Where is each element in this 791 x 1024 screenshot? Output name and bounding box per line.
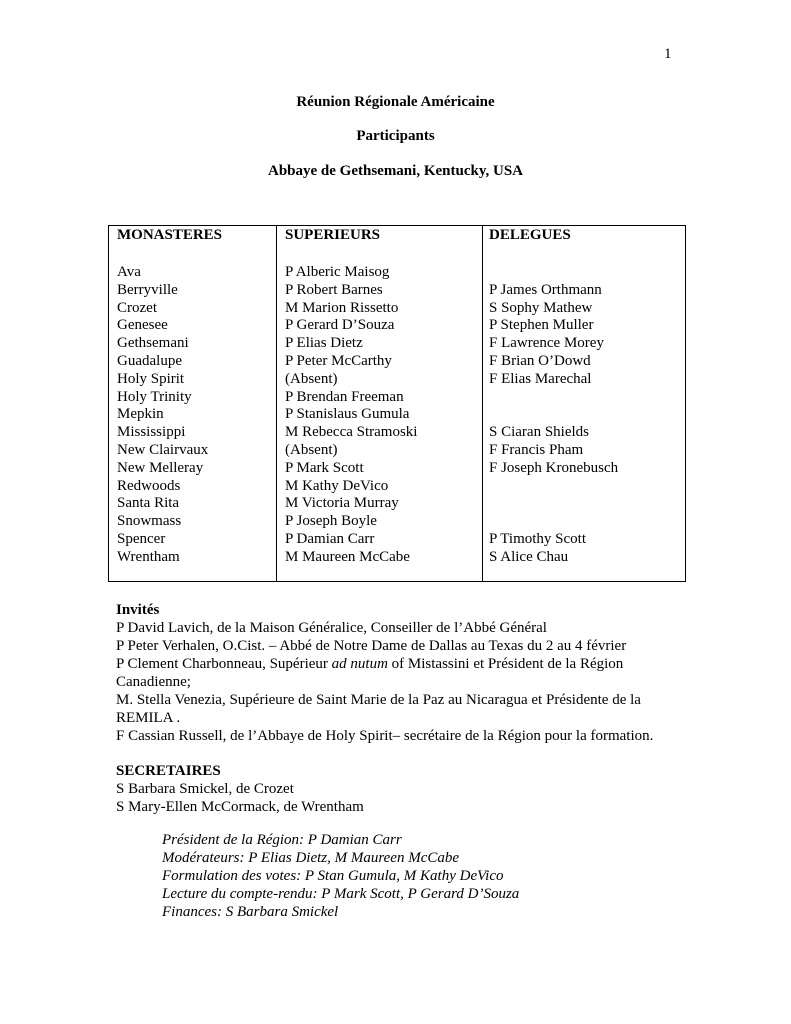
- monastere-cell: Crozet: [117, 299, 157, 316]
- superieur-cell: P Joseph Boyle: [285, 513, 377, 530]
- invite-line: P Peter Verhalen, O.Cist. – Abbé de Notre Dame de Dallas au Texas du 2 au 4 février: [116, 638, 627, 654]
- superieur-cell: P Peter McCarthy: [285, 353, 392, 369]
- role-line: Finances: S Barbara Smickel: [162, 904, 339, 920]
- delegue-cell: S Sophy Mathew: [489, 299, 593, 316]
- monastere-cell: Santa Rita: [117, 495, 180, 512]
- monastere-cell: Genesee: [117, 317, 168, 334]
- superieur-cell: M Rebecca Stramoski: [285, 424, 418, 441]
- column-divider: [276, 226, 277, 581]
- delegue-cell: S Ciaran Shields: [489, 424, 589, 441]
- delegue-cell: P Timothy Scott: [489, 531, 586, 547]
- column-divider: [482, 226, 483, 581]
- monastere-cell: Mississippi: [117, 424, 186, 441]
- invites-section: [116, 601, 653, 745]
- invite-emphasis: ad nutum: [331, 656, 388, 672]
- document-title: Réunion Régionale Américaine: [296, 94, 495, 110]
- delegue-cell: P James Orthmann: [489, 281, 602, 298]
- invite-line: REMILA .: [116, 710, 181, 726]
- delegue-cell: F Elias Marechal: [489, 370, 592, 387]
- monasteres-header: MONASTERES: [117, 227, 223, 243]
- page-number: 1: [664, 46, 672, 62]
- monastere-cell: Gethsemani: [117, 335, 189, 352]
- delegue-cell: P Stephen Muller: [489, 317, 594, 334]
- superieur-cell: M Kathy DeVico: [285, 477, 389, 494]
- secretaires-section: [116, 762, 364, 816]
- superieur-cell: M Victoria Murray: [285, 495, 399, 512]
- monastere-cell: New Melleray: [117, 459, 204, 476]
- role-line: Président de la Région: P Damian Carr: [162, 832, 402, 848]
- invite-line: F Cassian Russell, de l’Abbaye de Holy Spirit– secrétaire de la Région pour la formation.: [116, 728, 654, 744]
- delegues-header: DELEGUES: [489, 227, 571, 243]
- monastere-cell: Ava: [117, 264, 141, 280]
- invites-title: Invités: [116, 602, 160, 618]
- superieur-cell: M Marion Rissetto: [285, 299, 399, 316]
- superieur-cell: (Absent): [285, 442, 338, 458]
- secretaire-line: S Mary-Ellen McCormack, de Wrentham: [116, 799, 364, 815]
- invite-text: P Clement Charbonneau, Supérieur: [116, 656, 332, 672]
- superieur-cell: P Damian Carr: [285, 531, 375, 547]
- invite-line: P David Lavich, de la Maison Généralice, Conseiller de l’Abbé Général: [116, 620, 547, 636]
- superieur-cell: (Absent): [285, 370, 338, 387]
- delegue-cell: F Francis Pham: [489, 442, 584, 458]
- superieurs-header: SUPERIEURS: [285, 227, 381, 243]
- monastere-cell: Guadalupe: [117, 353, 182, 369]
- role-line: Lecture du compte-rendu: P Mark Scott, P Gerard D’Souza: [162, 886, 520, 902]
- delegue-cell: F Joseph Kronebusch: [489, 459, 619, 476]
- invite-line: M. Stella Venezia, Supérieure de Saint Marie de la Paz au Nicaragua et Présidente de la: [116, 692, 641, 708]
- monastere-cell: Snowmass: [117, 513, 182, 530]
- superieur-cell: M Maureen McCabe: [285, 548, 410, 565]
- superieur-cell: P Alberic Maisog: [285, 264, 390, 280]
- superieur-cell: P Brendan Freeman: [285, 388, 404, 405]
- monastere-cell: Spencer: [117, 531, 166, 547]
- document-subtitle: Participants: [356, 128, 435, 144]
- secretaire-line: S Barbara Smickel, de Crozet: [116, 781, 294, 797]
- role-line: Formulation des votes: P Stan Gumula, M Kathy DeVico: [162, 868, 504, 884]
- delegue-cell: F Lawrence Morey: [489, 335, 604, 352]
- delegue-cell: S Alice Chau: [489, 548, 569, 565]
- superieur-cell: P Gerard D’Souza: [285, 317, 395, 334]
- roles-section: [162, 831, 519, 921]
- superieur-cell: P Robert Barnes: [285, 281, 383, 298]
- monastere-cell: Wrentham: [117, 548, 180, 565]
- superieur-cell: P Elias Dietz: [285, 335, 363, 352]
- invite-line: [116, 655, 653, 673]
- monastere-cell: New Clairvaux: [117, 442, 209, 458]
- invite-line: Canadienne;: [116, 674, 191, 690]
- monastere-cell: Berryville: [117, 281, 178, 298]
- monastere-cell: Holy Trinity: [117, 388, 192, 405]
- delegue-cell: F Brian O’Dowd: [489, 353, 591, 369]
- document-location: Abbaye de Gethsemani, Kentucky, USA: [267, 163, 524, 179]
- monastere-cell: Holy Spirit: [117, 370, 185, 387]
- superieur-cell: P Stanislaus Gumula: [285, 406, 410, 423]
- superieur-cell: P Mark Scott: [285, 459, 364, 476]
- secretaires-title: SECRETAIRES: [116, 763, 221, 779]
- role-line: Modérateurs: P Elias Dietz, M Maureen McCabe: [162, 850, 460, 866]
- monastere-cell: Mepkin: [117, 406, 164, 423]
- participants-table: [108, 225, 686, 582]
- invite-text: of Mistassini et Président de la Région: [387, 656, 624, 672]
- monastere-cell: Redwoods: [117, 477, 181, 494]
